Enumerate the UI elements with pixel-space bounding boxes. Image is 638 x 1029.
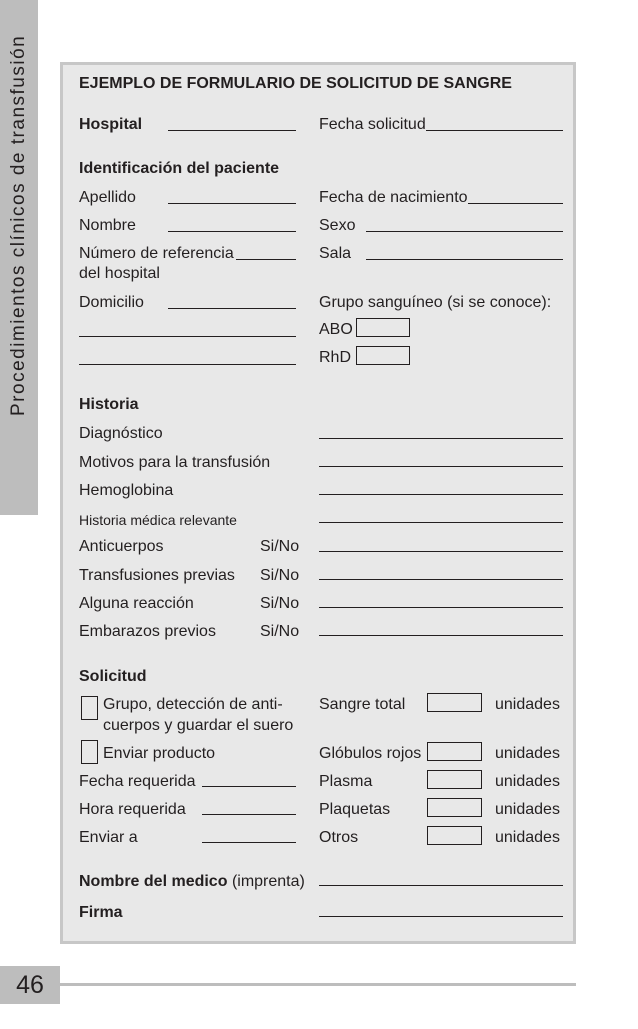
nombre-label: Nombre (79, 217, 136, 234)
numero-referencia-label: Número de referencia (79, 245, 234, 262)
numero-referencia-field[interactable] (236, 259, 296, 260)
anticuerpos-si-no: Si/No (260, 538, 300, 555)
embarazos-si-no: Si/No (260, 623, 300, 640)
grupo-sanguineo-label: Grupo sanguíneo (si se conoce): (319, 294, 552, 311)
embarazos-field[interactable] (319, 635, 563, 636)
sexo-label: Sexo (319, 217, 356, 234)
diagnostico-field[interactable] (319, 438, 563, 439)
nombre-medico-text: Nombre del medico (79, 873, 228, 890)
plaquetas-label: Plaquetas (319, 801, 391, 818)
fecha-solicitud-label: Fecha solicitud (319, 116, 426, 133)
enviar-a-field[interactable] (202, 842, 296, 843)
nombre-medico-field[interactable] (319, 885, 563, 886)
motivos-label: Motivos para la transfusión (79, 454, 271, 471)
sangre-total-label: Sangre total (319, 696, 406, 713)
grupo-deteccion-label: Grupo, detección de anti- (103, 696, 283, 713)
hospital-field[interactable] (168, 130, 296, 131)
reaccion-label: Alguna reacción (79, 595, 194, 612)
solicitud-heading: Solicitud (79, 668, 147, 685)
transfusiones-label: Transfusiones previas (79, 567, 235, 584)
hemoglobina-field[interactable] (319, 494, 563, 495)
diagnostico-label: Diagnóstico (79, 425, 163, 442)
globulos-rojos-box[interactable] (427, 742, 482, 761)
hora-requerida-field[interactable] (202, 814, 296, 815)
sala-field[interactable] (366, 259, 563, 260)
enviar-producto-checkbox[interactable] (81, 740, 98, 764)
anticuerpos-label: Anticuerpos (79, 538, 164, 555)
sidebar-band (0, 0, 38, 515)
globulos-rojos-unidades: unidades (495, 745, 560, 762)
fecha-solicitud-field[interactable] (426, 130, 563, 131)
transfusiones-si-no: Si/No (260, 567, 300, 584)
globulos-rojos-label: Glóbulos rojos (319, 745, 422, 762)
reaccion-field[interactable] (319, 607, 563, 608)
nombre-field[interactable] (168, 231, 296, 232)
enviar-producto-label: Enviar producto (103, 745, 216, 762)
embarazos-label: Embarazos previos (79, 623, 216, 640)
apellido-field[interactable] (168, 203, 296, 204)
footer-rule (60, 983, 576, 986)
fecha-requerida-field[interactable] (202, 786, 296, 787)
rhd-label: RhD (319, 349, 352, 366)
reaccion-si-no: Si/No (260, 595, 300, 612)
sala-label: Sala (319, 245, 352, 262)
apellido-label: Apellido (79, 189, 136, 206)
otros-label: Otros (319, 829, 359, 846)
nombre-medico-label (79, 873, 305, 891)
sangre-total-box[interactable] (427, 693, 482, 712)
plasma-label: Plasma (319, 773, 373, 790)
sexo-field[interactable] (366, 231, 563, 232)
motivos-field[interactable] (319, 466, 563, 467)
firma-field[interactable] (319, 916, 563, 917)
abo-box[interactable] (356, 318, 410, 337)
grupo-deteccion-checkbox[interactable] (81, 696, 98, 720)
domicilio-field[interactable] (168, 308, 296, 309)
firma-label: Firma (79, 904, 123, 921)
otros-unidades: unidades (495, 829, 560, 846)
patient-section-heading: Identificación del paciente (79, 160, 280, 177)
sangre-total-unidades: unidades (495, 696, 560, 713)
plasma-box[interactable] (427, 770, 482, 789)
plasma-unidades: unidades (495, 773, 560, 790)
fecha-nacimiento-label: Fecha de nacimiento (319, 189, 468, 206)
chapter-title: Procedimientos clínicos de transfusión (8, 34, 29, 416)
enviar-a-label: Enviar a (79, 829, 138, 846)
domicilio-field-2[interactable] (79, 336, 296, 337)
rhd-box[interactable] (356, 346, 410, 365)
historia-medica-field[interactable] (319, 522, 563, 523)
numero-referencia-label-2: del hospital (79, 265, 160, 282)
domicilio-field-3[interactable] (79, 364, 296, 365)
plaquetas-box[interactable] (427, 798, 482, 817)
grupo-deteccion-label-2: cuerpos y guardar el suero (103, 717, 294, 734)
hemoglobina-label: Hemoglobina (79, 482, 174, 499)
imprenta-text: (imprenta) (231, 873, 305, 890)
page-number: 46 (0, 966, 60, 1004)
historia-medica-label: Historia médica relevante (79, 512, 237, 528)
otros-box[interactable] (427, 826, 482, 845)
hospital-label: Hospital (79, 116, 143, 133)
hora-requerida-label: Hora requerida (79, 801, 186, 818)
plaquetas-unidades: unidades (495, 801, 560, 818)
domicilio-label: Domicilio (79, 294, 144, 311)
fecha-nacimiento-field[interactable] (468, 203, 563, 204)
historia-heading: Historia (79, 396, 139, 413)
fecha-requerida-label: Fecha requerida (79, 773, 196, 790)
form-title: EJEMPLO DE FORMULARIO DE SOLICITUD DE SANGRE (79, 75, 512, 92)
transfusiones-field[interactable] (319, 579, 563, 580)
blood-request-form (60, 62, 576, 944)
abo-label: ABO (319, 321, 353, 338)
anticuerpos-field[interactable] (319, 551, 563, 552)
